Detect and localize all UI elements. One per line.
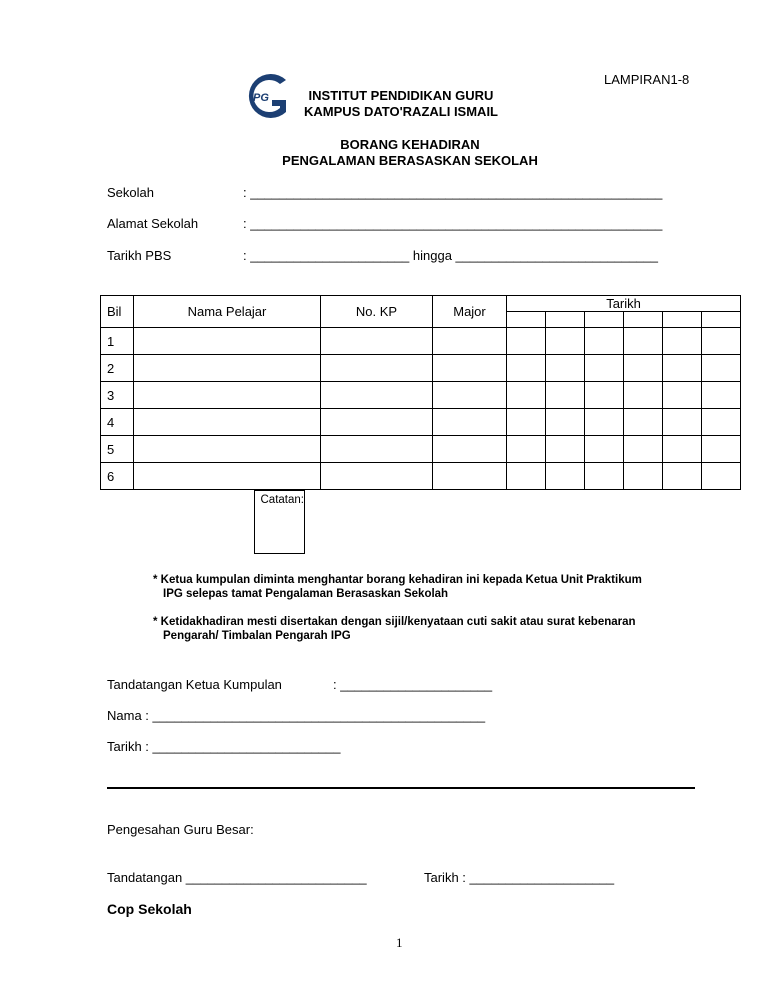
major-cell[interactable] xyxy=(433,436,507,463)
date-col-6 xyxy=(702,312,741,328)
row-number: 1 xyxy=(101,328,134,355)
date-cell[interactable] xyxy=(663,382,702,409)
leader-signature-field[interactable]: : _____________________ xyxy=(333,677,493,692)
date-cell[interactable] xyxy=(585,463,624,490)
institute-line-1: INSTITUT PENDIDIKAN GURU xyxy=(308,88,494,103)
annex-label: LAMPIRAN1-8 xyxy=(604,72,690,87)
date-cell[interactable] xyxy=(702,409,741,436)
approval-label: Pengesahan Guru Besar: xyxy=(107,822,254,837)
date-cell[interactable] xyxy=(702,382,741,409)
date-cell[interactable] xyxy=(546,382,585,409)
name-cell[interactable] xyxy=(134,328,321,355)
major-cell[interactable] xyxy=(433,409,507,436)
date-cell[interactable] xyxy=(624,328,663,355)
date-cell[interactable] xyxy=(585,436,624,463)
date-cell[interactable] xyxy=(663,328,702,355)
table-row xyxy=(101,436,741,463)
attendance-table xyxy=(100,295,741,506)
school-label: Sekolah xyxy=(107,185,154,200)
date-col-3 xyxy=(585,312,624,328)
form-title-line-2: PENGALAMAN BERASASKAN SEKOLAH xyxy=(282,153,538,168)
row-number: 3 xyxy=(101,382,134,409)
header-date: Tarikh xyxy=(507,296,741,312)
date-col-4 xyxy=(624,312,663,328)
date-cell[interactable] xyxy=(507,463,546,490)
row-number: 6 xyxy=(101,463,134,490)
form-title-line-1: BORANG KEHADIRAN xyxy=(340,137,480,152)
date-col-2 xyxy=(546,312,585,328)
notes-label: Catatan: xyxy=(260,494,304,506)
date-label: Tarikh PBS xyxy=(107,248,172,263)
date-cell[interactable] xyxy=(507,382,546,409)
ic-cell[interactable] xyxy=(321,382,433,409)
note-2-line-1: * Ketidakhadiran mesti disertakan dengan sijil/kenyataan cuti sakit atau surat kebenaran xyxy=(153,616,636,628)
headmaster-signature-field[interactable]: Tandatangan _________________________ xyxy=(107,870,367,885)
date-cell[interactable] xyxy=(585,409,624,436)
major-cell[interactable] xyxy=(433,355,507,382)
date-cell[interactable] xyxy=(546,436,585,463)
table-row xyxy=(101,463,741,490)
ipg-logo xyxy=(246,70,292,122)
date-col-1 xyxy=(507,312,546,328)
school-field[interactable]: : _________________________________________________________ xyxy=(243,185,663,200)
date-range-field[interactable]: : ______________________ hingga ____________________________ xyxy=(243,248,658,263)
name-cell[interactable] xyxy=(134,409,321,436)
note-1-line-1: * Ketua kumpulan diminta menghantar borang kehadiran ini kepada Ketua Unit Praktikum xyxy=(153,574,642,586)
notes-cell[interactable] xyxy=(254,491,304,554)
name-field[interactable]: Nama : ______________________________________________ xyxy=(107,708,486,723)
name-cell[interactable] xyxy=(134,382,321,409)
divider xyxy=(107,787,695,789)
date-cell[interactable] xyxy=(702,355,741,382)
date-cell[interactable] xyxy=(663,436,702,463)
table-row xyxy=(101,382,741,409)
note-1-line-2: IPG selepas tamat Pengalaman Berasaskan Sekolah xyxy=(163,588,449,600)
header-ic: No. KP xyxy=(321,296,433,328)
form-title xyxy=(250,137,570,169)
date-cell[interactable] xyxy=(702,328,741,355)
header-major: Major xyxy=(433,296,507,328)
page-number: 1 xyxy=(396,935,403,950)
date-cell[interactable] xyxy=(702,436,741,463)
ic-cell[interactable] xyxy=(321,436,433,463)
note-2-line-2: Pengarah/ Timbalan Pengarah IPG xyxy=(163,630,351,642)
date-cell[interactable] xyxy=(585,328,624,355)
row-number: 2 xyxy=(101,355,134,382)
address-label: Alamat Sekolah xyxy=(107,216,199,231)
date-cell[interactable] xyxy=(507,328,546,355)
date-cell[interactable] xyxy=(624,463,663,490)
date-cell[interactable] xyxy=(624,436,663,463)
school-stamp-label: Cop Sekolah xyxy=(107,901,192,917)
date-cell[interactable] xyxy=(546,355,585,382)
date-cell[interactable] xyxy=(624,409,663,436)
leader-date-field[interactable]: Tarikh : __________________________ xyxy=(107,739,341,754)
date-cell[interactable] xyxy=(585,355,624,382)
table-row xyxy=(101,328,741,355)
date-cell[interactable] xyxy=(507,409,546,436)
address-field[interactable]: : _________________________________________________________ xyxy=(243,216,663,231)
header-name: Nama Pelajar xyxy=(134,296,321,328)
logo-text: IPG xyxy=(250,92,269,104)
major-cell[interactable] xyxy=(433,328,507,355)
date-cell[interactable] xyxy=(663,463,702,490)
date-cell[interactable] xyxy=(624,355,663,382)
institute-line-2: KAMPUS DATO'RAZALI ISMAIL xyxy=(304,104,498,119)
major-cell[interactable] xyxy=(433,463,507,490)
row-number: 5 xyxy=(101,436,134,463)
date-cell[interactable] xyxy=(663,409,702,436)
date-cell[interactable] xyxy=(507,436,546,463)
name-cell[interactable] xyxy=(134,463,321,490)
note-2 xyxy=(153,615,636,643)
date-cell[interactable] xyxy=(663,355,702,382)
date-cell[interactable] xyxy=(585,382,624,409)
date-cell[interactable] xyxy=(546,409,585,436)
headmaster-date-field[interactable]: Tarikh : ____________________ xyxy=(424,870,615,885)
table-row xyxy=(101,355,741,382)
ic-cell[interactable] xyxy=(321,409,433,436)
date-cell[interactable] xyxy=(546,328,585,355)
note-1 xyxy=(153,573,642,601)
row-number: 4 xyxy=(101,409,134,436)
ic-cell[interactable] xyxy=(321,463,433,490)
major-cell[interactable] xyxy=(433,382,507,409)
date-col-5 xyxy=(663,312,702,328)
table-row xyxy=(101,409,741,436)
name-cell[interactable] xyxy=(134,436,321,463)
date-cell[interactable] xyxy=(624,382,663,409)
date-cell[interactable] xyxy=(702,463,741,490)
ic-cell[interactable] xyxy=(321,355,433,382)
institute-name xyxy=(296,88,506,120)
date-cell[interactable] xyxy=(546,463,585,490)
leader-signature-label: Tandatangan Ketua Kumpulan xyxy=(107,677,282,692)
name-cell[interactable] xyxy=(134,355,321,382)
header-bil: Bil xyxy=(101,296,134,328)
date-cell[interactable] xyxy=(507,355,546,382)
ic-cell[interactable] xyxy=(321,328,433,355)
